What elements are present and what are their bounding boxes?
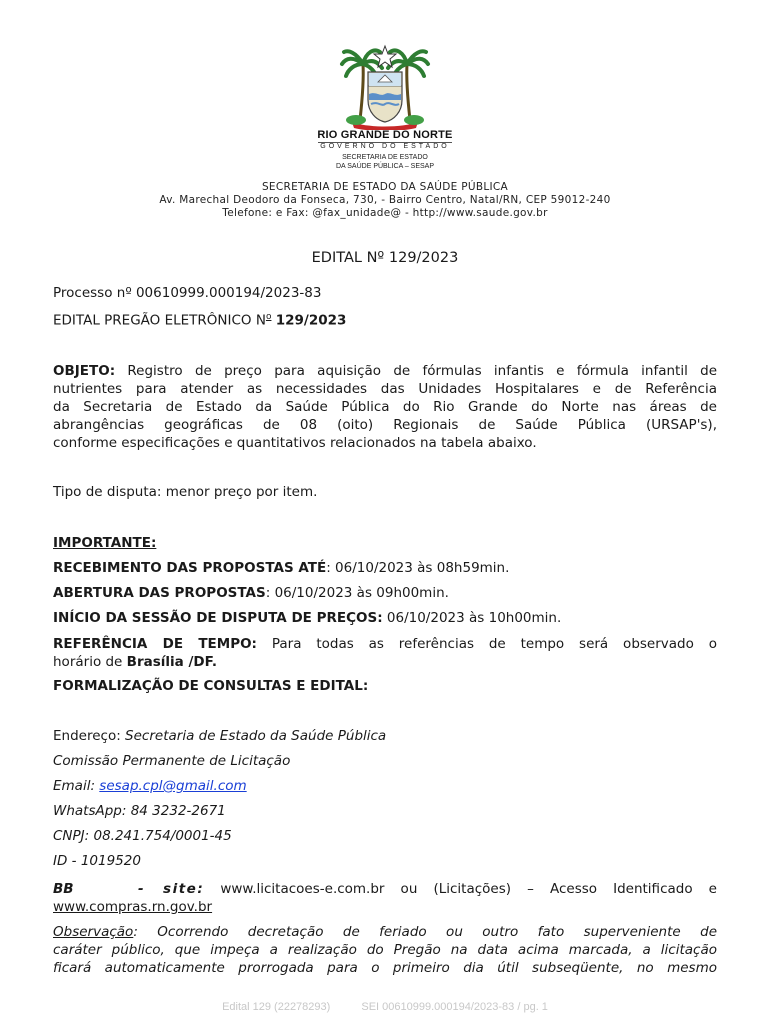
time-ref-zone: Brasília /DF. <box>126 654 217 670</box>
site-link[interactable]: www.compras.rn.gov.br <box>53 899 213 915</box>
address-value: Secretaria de Estado da Saúde Pública <box>125 728 387 744</box>
session-start <box>53 610 718 626</box>
id-line: ID - 1019520 <box>53 853 141 869</box>
objeto-line: Registro de preço para aquisição de fórmulas infantis e fórmula infantil de <box>127 363 717 379</box>
objeto-line: nutrientes para atender as necessidades das Unidades Hospitalares e de Referência <box>53 381 717 397</box>
site-label: - site: <box>137 881 205 897</box>
email-line <box>53 778 718 794</box>
cnpj-line: CNPJ: 08.241.754/0001-45 <box>53 828 232 844</box>
time-ref-prefix: horário de <box>53 654 127 670</box>
objeto-paragraph <box>53 362 717 452</box>
site-paragraph <box>53 880 717 916</box>
secretariat-logo-line2: DA SAÚDE PÚBLICA – SESAP <box>335 163 435 170</box>
bb-label: BB <box>53 881 74 897</box>
observation-line1: : Ocorrendo decretação de feriado ou outro fato superveniente de <box>133 924 717 940</box>
objeto-line: conforme especificações e quantitativos relacionados na tabela abaixo. <box>53 435 537 451</box>
document-title: EDITAL Nº 129/2023 <box>311 250 459 266</box>
important-heading <box>53 535 718 551</box>
edital-pregao-line <box>53 312 718 329</box>
edital-pregao-sup: o <box>265 312 272 322</box>
session-label: INÍCIO DA SESSÃO DE DISPUTA DE PREÇOS: <box>53 610 383 626</box>
email-label: Email: <box>53 778 100 794</box>
formalization-heading <box>53 678 718 694</box>
receipt-deadline <box>53 560 718 576</box>
opening-value: : 06/10/2023 às 09h00min. <box>265 585 449 601</box>
objeto-line: da Secretaria de Estado da Saúde Pública do Rio Grande do Norte nas áreas de <box>53 399 717 415</box>
objeto-line: abrangências geográficas de 08 (oito) Regionais de Saúde Pública (URSAP's), <box>53 417 717 433</box>
process-number: Processo nº 00610999.000194/2023-83 <box>53 285 322 301</box>
observation-line2: caráter público, que impeça a realização do Pregão na data acima marcada, a licitação <box>53 942 717 958</box>
observation-label: Observação <box>53 924 134 940</box>
site-text: www.licitacoes-e.com.br ou (Licitações) – Acesso Identificado e <box>204 881 717 897</box>
contact-address <box>53 728 718 744</box>
email-link[interactable]: sesap.cpl@gmail.com <box>99 778 247 794</box>
session-value: 06/10/2023 às 10h00min. <box>382 610 562 626</box>
secretariat-name: SECRETARIA DE ESTADO DA SAÚDE PÚBLICA <box>261 181 509 193</box>
state-name: RIO GRANDE DO NORTE <box>317 129 453 141</box>
opening-label: ABERTURA DAS PROPOSTAS <box>53 585 266 601</box>
objeto-label: OBJETO: <box>53 363 116 379</box>
formalization-text: FORMALIZAÇÃO DE CONSULTAS E EDITAL: <box>53 678 369 694</box>
time-ref-text: Para todas as referências de tempo será observado o <box>256 636 717 652</box>
whatsapp-line: WhatsApp: 84 3232-2671 <box>53 803 226 819</box>
opening-date <box>53 585 718 601</box>
observation-paragraph <box>53 923 717 977</box>
address-line: Av. Marechal Deodoro da Fonseca, 730, - Bairro Centro, Natal/RN, CEP 59012-240 <box>159 194 611 206</box>
government-label: GOVERNO DO ESTADO <box>320 143 450 150</box>
receipt-value: : 06/10/2023 às 08h59min. <box>326 560 510 576</box>
edital-pregao-prefix: EDITAL PREGÃO ELETRÔNICO N <box>53 312 266 329</box>
commission-name: Comissão Permanente de Licitação <box>53 753 291 769</box>
time-reference <box>53 635 717 671</box>
footer-page-ref: SEI 00610999.000194/2023-83 / pg. 1 <box>361 1001 548 1013</box>
important-heading-text: IMPORTANTE: <box>53 535 157 551</box>
footer-doc-ref: Edital 129 (22278293) <box>222 1001 331 1013</box>
address-label: Endereço: <box>53 728 126 744</box>
time-ref-label: REFERÊNCIA DE TEMPO: <box>53 636 257 652</box>
coat-of-arms-logo <box>338 42 432 130</box>
page-footer <box>0 1001 770 1013</box>
edital-pregao-number: 129/2023 <box>275 312 347 329</box>
contact-line: Telefone: e Fax: @fax_unidade@ - http://www.saude.gov.br <box>222 207 548 219</box>
receipt-label: RECEBIMENTO DAS PROPOSTAS ATÉ <box>53 560 327 576</box>
observation-line3: ficará automaticamente prorrogada para o primeiro dia útil subseqüente, no mesmo <box>53 960 717 976</box>
secretariat-logo-line1: SECRETARIA DE ESTADO <box>342 154 428 161</box>
dispute-type: Tipo de disputa: menor preço por item. <box>53 484 318 500</box>
